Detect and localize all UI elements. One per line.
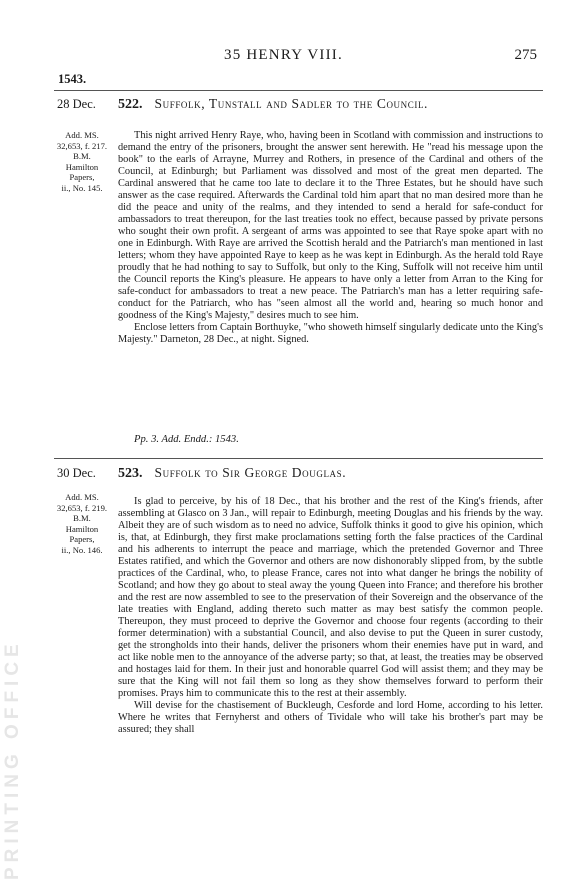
- watermark-stamp: [2, 430, 26, 880]
- entry-date: 30 Dec.: [57, 466, 96, 480]
- entry-divider: [54, 458, 543, 459]
- body-paragraph: Is glad to perceive, by his of 18 Dec., that his brother and the rest of the King's friends, after assembling at Glasco on 3 Jan., will repair to Edinburgh, meeting Douglas and his friends by the way. Albeit they are of such wisdom as to need no advice, Suffolk thinks it good to give his opinion, which is, that, at Edinburgh, they first make proclamations setting forth the false practices of the Cardinal and his adherents to interrupt the peace and marriage, which the pretended Governor and Three Estates ratified, and which the Governor and others are now dishonorably slipped from, by the subtle practices of the Cardinal, who, to please France, cares not into what danger he brings the nobility of Scotland; and how they go about to steal away the young Queen into France; and therefore his brother and the rest are now assembled to see to the preservation of their Sovereign and the observance of the late treaties with England, adding thereto such matter as may best satisfy the common people. Thereupon, they must proceed to deprive the Governor and choose four regents (according to their former determination) with a substantial Council, and also devise to put the Queen in surer custody, get the strongholds into their hands, deliver the prisoners whom their enemies have put in ward, and act like noble men to the annoyance of the adverse party; so that, at least, the treaties may be observed and hostages laid for them. In their just and honorable quarrel God will assist them; and they may be sure that the King will not fail them so long as they show themselves forward to perform their promises. Prays him to communicate this to the rest at their assembly.: [118, 496, 543, 699]
- margin-year: 1543.: [58, 72, 87, 86]
- entry-title: Suffolk, Tunstall and Sadler to the Council.: [154, 96, 429, 111]
- entry-heading: [118, 96, 428, 113]
- sidenote-line: Papers,: [69, 172, 95, 182]
- sidenote-line: B.M.: [73, 151, 91, 161]
- entry-heading: [118, 465, 346, 482]
- running-head: [0, 47, 567, 67]
- source-sidenote: [52, 492, 112, 555]
- sidenote-line: Papers,: [69, 534, 95, 544]
- entry-title: Suffolk to Sir George Douglas.: [154, 465, 347, 480]
- watermark-text: PRINTING OFFICE: [2, 639, 23, 880]
- entry-number: 522.: [118, 97, 143, 112]
- sidenote-line: Hamilton: [65, 523, 99, 534]
- sidenote-line: ii., No. 145.: [61, 182, 103, 193]
- entry-meta: Pp. 3. Add. Endd.: 1543.: [134, 434, 239, 445]
- page-number: 275: [514, 47, 537, 63]
- entry-number: 523.: [118, 466, 143, 481]
- sidenote-line: Add. MS.: [65, 492, 99, 502]
- sidenote-line: 32,653, f. 217.: [56, 140, 108, 151]
- entry-body: [118, 496, 543, 736]
- sidenote-line: Hamilton: [65, 161, 99, 172]
- body-paragraph: Will devise for the chastisement of Buckleugh, Cesforde and lord Home, according to his letter. Where he writes that Fernyherst and others of Tividale who will take his brother's part may be assured; they shall: [118, 700, 543, 735]
- body-paragraph: This night arrived Henry Raye, who, having been in Scotland with commission and instructions to demand the entry of the prisoners, brought the answer sent herewith. He "read his message upon the book" to the earls of Arrayne, Murrey and Rothers, in presence of the Cardinal and others of the Council, at Edinburgh; but Parliament was dissolved and most of the great men departed. The Cardinal answered that he came too late to declare it to the Three Estates, but he should have such answer as the case required. Afterwards the Cardinal told him apart that no man desired more than he did the peace and unity of the realms, and they intended to send a herald for safe-conduct for ambassadors to treat thereupon, for the last treaties took no effect, because passed by private persons who sought their own profit. A sergeant of arms was appointed to see that Raye spoke apart with no one in Edinburgh. With Raye are arrived the Scottish herald and the Patriarch's man mentioned in last letters; whom they have appointed Raye to keep as he was kept in Edinburgh. As the herald told Raye proudly that he had nothing to say to Suffolk, but only to the King, Suffolk will not receive him until the Council reports the King's pleasure. He appears to have only a letter from Arran to the King for safe-conduct for ambassadors to treat a new peace. The Patriarch's man has a letter requiring safe-conduct for the Patriarch, who has "seen almost all the world and, hearing so much honor and goodness of the King's Majesty," desires much to see him.: [118, 130, 543, 321]
- page-title: 35 HENRY VIII.: [224, 47, 343, 63]
- entry-body: [118, 130, 543, 346]
- entry-divider: [54, 90, 543, 91]
- sidenote-line: ii., No. 146.: [61, 544, 103, 555]
- sidenote-line: Add. MS.: [65, 130, 99, 140]
- entry-date: 28 Dec.: [57, 97, 96, 111]
- sidenote-line: B.M.: [73, 513, 91, 523]
- sidenote-line: 32,653, f. 219.: [56, 502, 108, 513]
- source-sidenote: [52, 130, 112, 193]
- body-paragraph: Enclose letters from Captain Borthuyke, "who showeth himself singularly dedicate unto the King's Majesty." Darneton, 28 Dec., at night. Signed.: [118, 322, 543, 345]
